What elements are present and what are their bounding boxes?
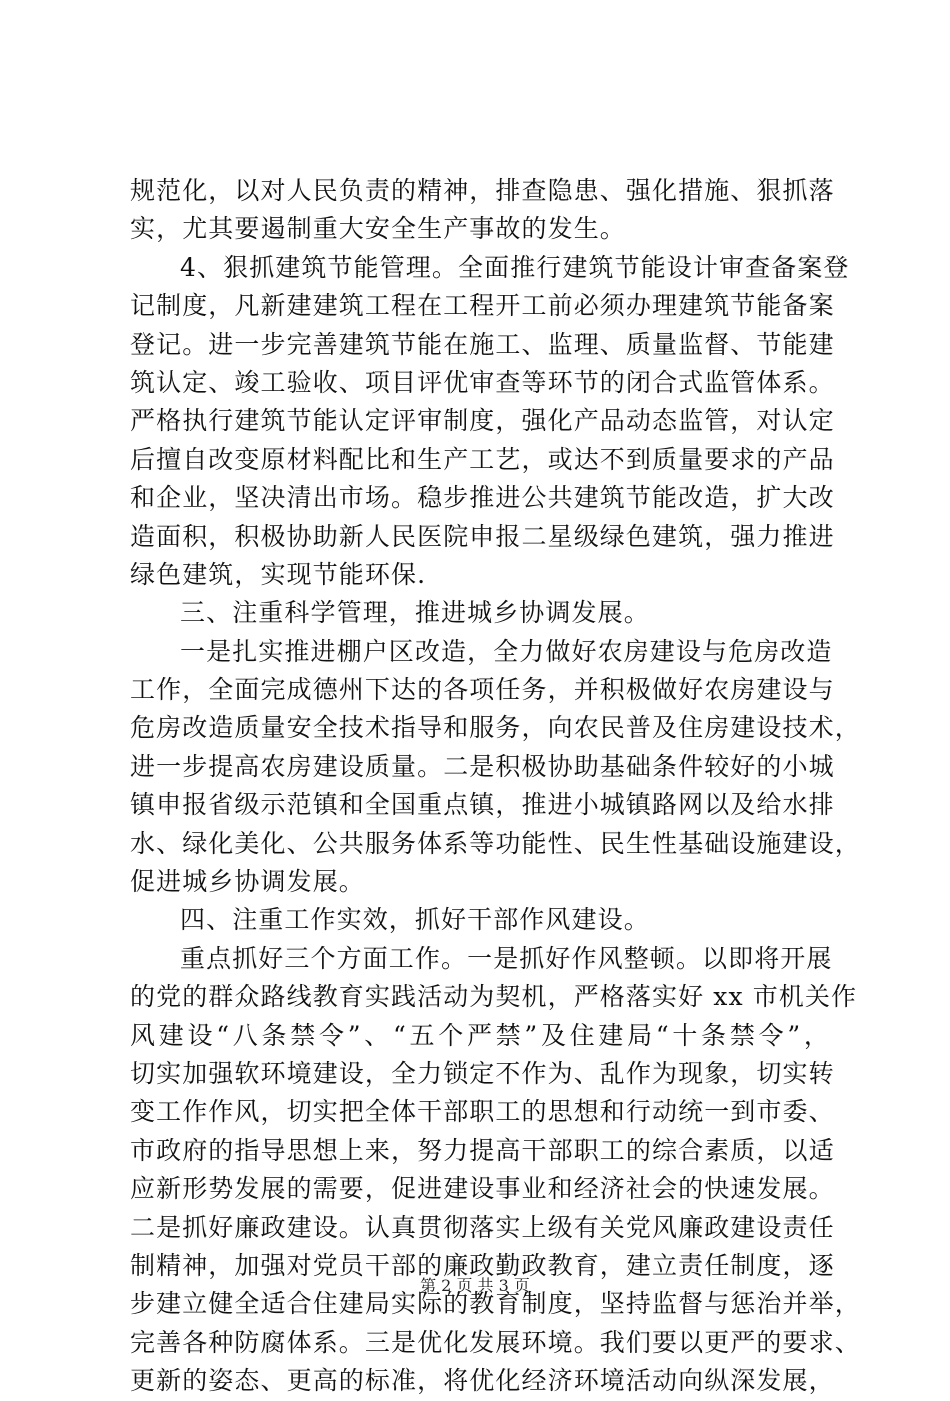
text-line: 后擅自改变原材料配比和生产工艺，或达不到质量要求的产品 <box>130 444 835 474</box>
text-line: 风建设“八条禁令”、“五个严禁”及住建局“十条禁令”， <box>130 1020 830 1050</box>
text-line: 重点抓好三个方面工作。一是抓好作风整顿。以即将开展 <box>180 943 833 973</box>
text-line: 的党的群众路线教育实践活动为契机，严格落实好 xx 市机关作 <box>130 982 858 1012</box>
text-line: 完善各种防腐体系。三是优化发展环境。我们要以更严的要求、 <box>130 1327 861 1357</box>
text-line: 应新形势发展的需要，促进建设事业和经济社会的快速发展。 <box>130 1174 835 1204</box>
text-line: 危房改造质量安全技术指导和服务，向农民普及住房建设技术， <box>130 713 861 743</box>
text-line: 二是抓好廉政建设。认真贯彻落实上级有关党风廉政建设责任 <box>130 1212 835 1242</box>
text-line: 绿色建筑，实现节能环保. <box>130 559 427 589</box>
text-line: 更新的姿态、更高的标准，将优化经济环境活动向纵深发展， <box>130 1366 835 1396</box>
text-line: 严格执行建筑节能认定评审制度，强化产品动态监管，对认定 <box>130 406 835 436</box>
document-body <box>130 172 861 1401</box>
text-line: 一是扎实推进棚户区改造，全力做好农房建设与危房改造 <box>180 636 833 666</box>
text-line: 4、狠抓建筑节能管理。全面推行建筑节能设计审查备案登 <box>180 252 850 282</box>
text-line: 四、注重工作实效，抓好干部作风建设。 <box>180 905 650 935</box>
text-line: 切实加强软环境建设，全力锁定不作为、乱作为现象，切实转 <box>130 1058 835 1088</box>
text-line: 造面积，积极协助新人民医院申报二星级绿色建筑，强力推进 <box>130 521 835 551</box>
text-line: 制精神，加强对党员干部的廉政勤政教育，建立责任制度，逐 <box>130 1250 835 1280</box>
text-line: 步建立健全适合住建局实际的教育制度，坚持监督与惩治并举， <box>130 1289 861 1319</box>
text-line: 工作，全面完成德州下达的各项任务，并积极做好农房建设与 <box>130 675 835 705</box>
text-line: 规范化，以对人民负责的精神，排查隐患、强化措施、狠抓落 <box>130 176 835 205</box>
text-line: 进一步提高农房建设质量。二是积极协助基础条件较好的小城 <box>130 751 835 781</box>
text-line: 促进城乡协调发展。 <box>130 867 365 897</box>
text-line: 记制度，凡新建建筑工程在工程开工前必须办理建筑节能备案 <box>130 291 835 321</box>
text-line: 实，尤其要遏制重大安全生产事故的发生。 <box>130 214 626 244</box>
text-line: 三、注重科学管理，推进城乡协调发展。 <box>180 598 650 628</box>
text-line: 筑认定、竣工验收、项目评优审查等环节的闭合式监管体系。 <box>130 367 835 397</box>
text-line: 变工作作风，切实把全体干部职工的思想和行动统一到市委、 <box>130 1097 835 1127</box>
text-line: 水、绿化美化、公共服务体系等功能性、民生性基础设施建设， <box>130 828 861 858</box>
text-line: 镇申报省级示范镇和全国重点镇，推进小城镇路网以及给水排 <box>130 790 835 820</box>
text-line: 登记。进一步完善建筑节能在施工、监理、质量监督、节能建 <box>130 329 835 359</box>
page-footer: 第 2 页 共 3 页 <box>420 1276 530 1295</box>
text-line: 市政府的指导思想上来，努力提高干部职工的综合素质，以适 <box>130 1135 835 1165</box>
text-line: 和企业，坚决清出市场。稳步推进公共建筑节能改造，扩大改 <box>130 483 835 513</box>
